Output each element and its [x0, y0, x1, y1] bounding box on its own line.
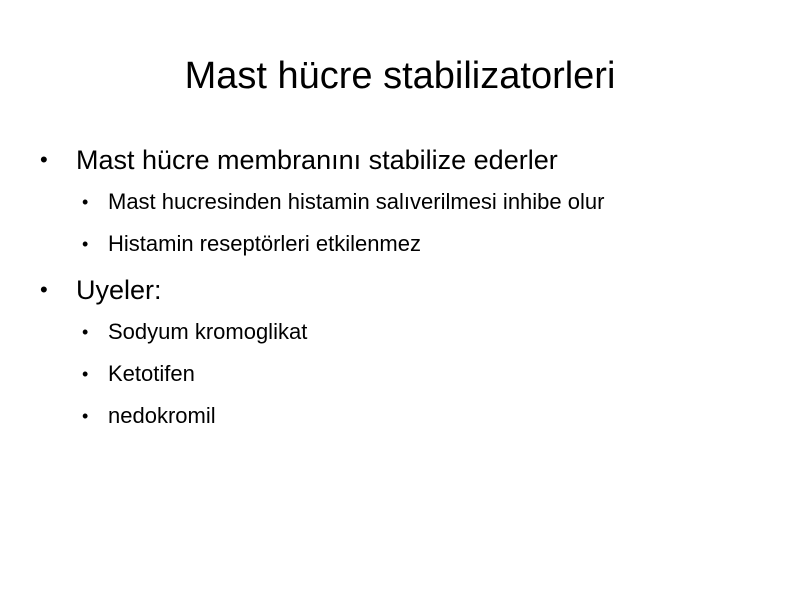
bullet-icon: •: [40, 147, 48, 172]
sub-bullet-item: [40, 400, 780, 432]
bullet-icon: •: [82, 234, 89, 254]
bullet-list: [40, 140, 780, 442]
sub-bullet-text: Histamin reseptörleri etkilenmez: [108, 231, 421, 256]
sub-bullet-text: Sodyum kromoglikat: [108, 319, 308, 344]
bullet-icon: •: [82, 406, 89, 426]
bullet-text: Mast hücre membranını stabilize ederler: [76, 145, 558, 175]
sub-bullet-text: Ketotifen: [108, 361, 195, 386]
sub-bullet-item: [40, 186, 780, 218]
sub-bullet-item: [40, 228, 780, 260]
sub-bullet-item: [40, 316, 780, 348]
bullet-text: Uyeler:: [76, 275, 162, 305]
bullet-icon: •: [82, 192, 89, 212]
sub-bullet-text: Mast hucresinden histamin salıverilmesi inhibe olur: [108, 189, 605, 214]
bullet-icon: •: [82, 322, 89, 342]
bullet-item: [40, 140, 780, 180]
sub-bullet-text: nedokromil: [108, 403, 216, 428]
bullet-item: [40, 270, 780, 310]
bullet-icon: •: [82, 364, 89, 384]
slide-title: Mast hücre stabilizatorleri: [184, 55, 616, 97]
bullet-icon: •: [40, 277, 48, 302]
sub-bullet-item: [40, 358, 780, 390]
